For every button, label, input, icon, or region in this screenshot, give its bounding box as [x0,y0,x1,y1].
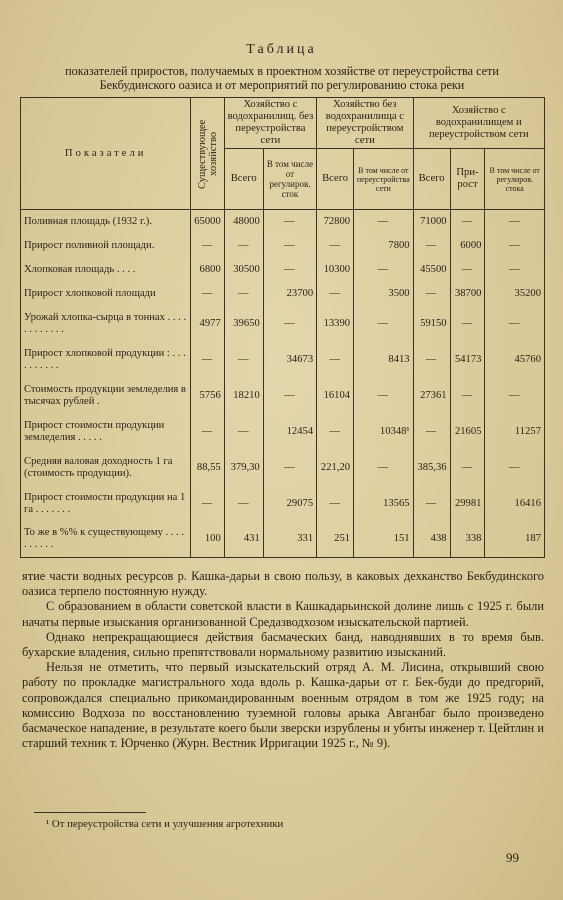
table-row [21,450,545,486]
header-total-2: Всего [317,149,354,210]
cell-value: 71000 [413,210,450,234]
cell-value: 16416 [485,486,545,522]
cell-value: — [450,258,485,282]
row-label: Прирост поливной площади. [21,234,191,258]
cell-value: — [224,414,263,450]
cell-value: 12454 [263,414,316,450]
cell-value: 23700 [263,282,316,306]
cell-value: 16104 [317,378,354,414]
cell-value: 39650 [224,306,263,342]
cell-value: 331 [263,522,316,558]
row-label: То же в %% к существующему . . . . . . . . . . [21,522,191,558]
row-label: Хлопковая площадь . . . . [21,258,191,282]
table-title: Таблица [246,42,317,57]
cell-value: 338 [450,522,485,558]
row-label: Урожай хлопка-сырца в тоннах . . . . . . . . . . . . [21,306,191,342]
cell-value: — [485,210,545,234]
cell-value: 10348¹ [354,414,414,450]
cell-value: — [317,486,354,522]
cell-value: — [263,234,316,258]
paragraph-3: Однако непрекращающиеся действия басмаческих банд, наводнявших в то время быв. бухарские владения, сильно препятствовали нормальному развитию изысканий. [22,629,544,660]
cell-value: — [224,234,263,258]
cell-value: 13390 [317,306,354,342]
indicators-table [20,97,545,558]
cell-value: 431 [224,522,263,558]
cell-value: 59150 [413,306,450,342]
cell-value: 29075 [263,486,316,522]
cell-value: — [485,450,545,486]
cell-value: — [317,414,354,450]
row-label: Прирост стоимости продукции земледелия . . . . . [21,414,191,450]
cell-value: 151 [354,522,414,558]
table-row [21,378,545,414]
row-label: Прирост хлопковой площади [21,282,191,306]
cell-value: — [450,210,485,234]
cell-value: 3500 [354,282,414,306]
cell-value: — [354,306,414,342]
header-growth-3: Прирост [450,149,485,210]
cell-value: 45760 [485,342,545,378]
header-group-2: Хозяйство без водохранилища с переустройством сети [317,98,413,149]
cell-value: 379,30 [224,450,263,486]
cell-value: 100 [191,522,224,558]
table-body [21,210,545,558]
cell-value: — [485,234,545,258]
table-row [21,234,545,258]
cell-value: — [354,378,414,414]
cell-value: — [485,306,545,342]
cell-value: — [485,378,545,414]
cell-value: — [485,258,545,282]
cell-value: 54173 [450,342,485,378]
cell-value: — [354,450,414,486]
table-row [21,414,545,450]
cell-value: 34673 [263,342,316,378]
cell-value: 8413 [354,342,414,378]
header-group-3: Хозяйство с водохранилищем и переустройством сети [413,98,544,149]
cell-value: 11257 [485,414,545,450]
cell-value: 221,20 [317,450,354,486]
cell-value: 27361 [413,378,450,414]
footnote-rule [34,812,146,813]
table-row [21,306,545,342]
cell-value: 18210 [224,378,263,414]
cell-value: 38700 [450,282,485,306]
row-label: Поливная площадь (1932 г.). [21,210,191,234]
cell-value: — [413,234,450,258]
cell-value: 13565 [354,486,414,522]
cell-value: — [224,282,263,306]
cell-value: — [317,234,354,258]
header-incl-reconstr-2: В том числе от переустройства сети [354,149,414,210]
row-label: Прирост стоимости продукции на 1 га . . . . . . . [21,486,191,522]
cell-value: 6800 [191,258,224,282]
cell-value: 29981 [450,486,485,522]
cell-value: — [413,342,450,378]
table-row [21,522,545,558]
cell-value: — [263,450,316,486]
cell-value: — [317,342,354,378]
cell-value: 251 [317,522,354,558]
cell-value: — [450,306,485,342]
header-group-1: Хозяйство с водохранилищ. без переустройства сети [224,98,316,149]
row-label: Средняя валовая доходность 1 га (стоимость продукции). [21,450,191,486]
cell-value: 30500 [224,258,263,282]
cell-value: 4977 [191,306,224,342]
header-incl-regul-1: В том числе от регулиров. сток [263,149,316,210]
cell-value: — [224,342,263,378]
cell-value: — [191,486,224,522]
cell-value: 88,55 [191,450,224,486]
table-row [21,486,545,522]
cell-value: 7800 [354,234,414,258]
cell-value: 48000 [224,210,263,234]
header-total-3: Всего [413,149,450,210]
cell-value: 6000 [450,234,485,258]
header-existing: Существующее хозяйство [191,98,224,210]
cell-value: — [263,378,316,414]
header-indicators: Показатели [21,98,191,210]
cell-value: 438 [413,522,450,558]
cell-value: 10300 [317,258,354,282]
cell-value: — [317,282,354,306]
cell-value: — [224,486,263,522]
cell-value: — [413,282,450,306]
footnote: ¹ От переустройства сети и улучшения агротехники [46,818,284,830]
cell-value: — [413,486,450,522]
paragraph-4: Нельзя не отметить, что первый изыскательский отряд А. М. Лисина, открывший свою работу по прокладке магистрального хода вдоль р. Кашка-дарьи от г. Бек-буди до предгорий, сопровождался специально прикомандированным военным отрядом в том же 1925 году; на комиссию Водхоза по восстановлению туземной головы арыка Авганбаг было произведено басмаческое нападение, в результате коего были зверски изрублены и убиты инженер т. Цейтлин и старший техник т. Юрченко (Журн. Вестник Ирригации 1925 г., № 9). [22,660,544,751]
row-label: Прирост хлопковой продукции : . . . . . . . . . . [21,342,191,378]
table-row [21,342,545,378]
cell-value: — [263,210,316,234]
table-row [21,282,545,306]
paragraph-1: ятие части водных ресурсов р. Кашка-дарьи в свою пользу, в каковых дехканство Бекбудинского оазиса терпело постоянную нужду. [22,569,544,599]
row-label: Стоимость продукции земледелия в тысячах рублей . [21,378,191,414]
body-text [22,569,544,751]
page-number: 99 [506,850,519,865]
header-incl-regul-3: В том числе от регулиров. стока [485,149,545,210]
header-total-1: Всего [224,149,263,210]
cell-value: 21605 [450,414,485,450]
cell-value: — [450,378,485,414]
cell-value: — [191,414,224,450]
cell-value: 385,36 [413,450,450,486]
table-row [21,210,545,234]
cell-value: 5756 [191,378,224,414]
caption-line-1: показателей приростов, получаемых в проектном хозяйстве от переустройства сети [65,64,499,78]
cell-value: — [263,258,316,282]
cell-value: — [191,342,224,378]
caption-line-2: Бекбудинского оазиса и от мероприятий по регулированию стока реки [99,78,465,92]
cell-value: 72800 [317,210,354,234]
cell-value: 187 [485,522,545,558]
cell-value: — [191,234,224,258]
cell-value: — [413,414,450,450]
cell-value: — [450,450,485,486]
cell-value: 35200 [485,282,545,306]
cell-value: — [354,258,414,282]
cell-value: — [191,282,224,306]
cell-value: 45500 [413,258,450,282]
paragraph-2: С образованием в области советской власти в Кашкадарьинской долине лишь с 1925 г. были начаты первые изыскания организованной Средазводхозом изыскательской партией. [22,599,544,629]
table-row [21,258,545,282]
cell-value: 65000 [191,210,224,234]
cell-value: — [263,306,316,342]
table-caption [22,64,542,92]
cell-value: — [354,210,414,234]
